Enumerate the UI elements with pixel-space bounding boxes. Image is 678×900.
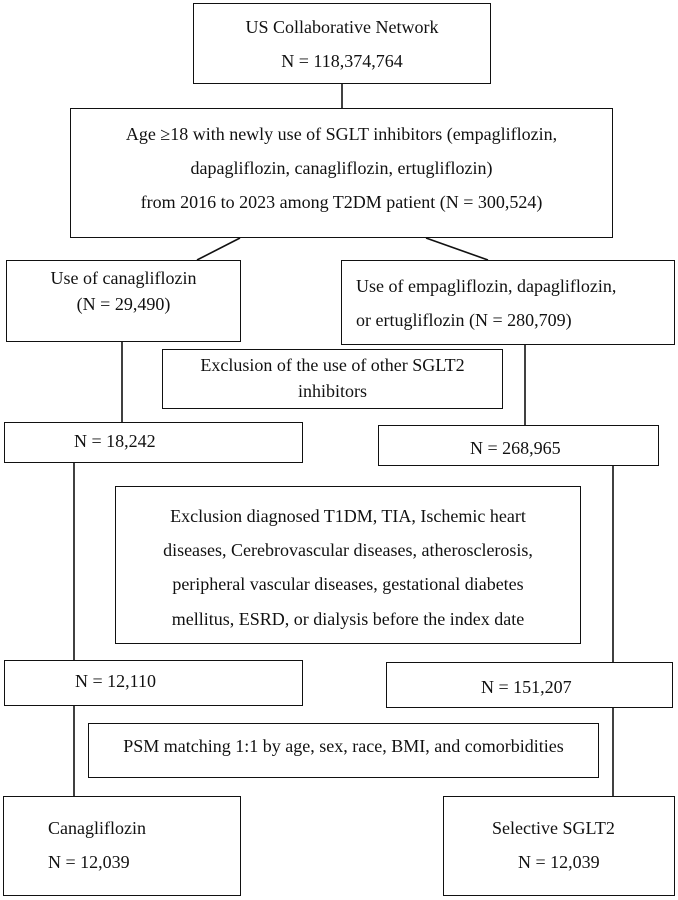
exclusion2-line-2: diseases, Cerebrovascular diseases, atherosclerosis,	[163, 540, 533, 561]
left-after2-count: N = 12,110	[75, 671, 156, 691]
network-count: N = 118,374,764	[281, 51, 403, 72]
connector-cohort-to-left	[197, 238, 240, 260]
cohort-line-2: dapagliflozin, canagliflozin, ertugliflozin)	[190, 158, 493, 179]
left-final-count: N = 12,039	[48, 852, 130, 873]
right-after-exclusion1-box	[378, 425, 659, 466]
left-start-box	[6, 260, 241, 342]
exclusion2-line-3: peripheral vascular diseases, gestational diabetes	[172, 574, 524, 595]
network-title: US Collaborative Network	[245, 17, 439, 37]
left-after-exclusion2-box	[4, 660, 303, 706]
exclusion2-line-1: Exclusion diagnosed T1DM, TIA, Ischemic heart	[170, 506, 526, 526]
right-after-exclusion2-box	[386, 662, 673, 708]
cohort-line-3: from 2016 to 2023 among T2DM patient (N = 300,524)	[140, 192, 543, 213]
right-start-line-1: Use of empagliflozin, dapagliflozin,	[356, 276, 617, 296]
psm-matching-box	[88, 723, 599, 778]
left-start-line-1: Use of canagliflozin	[50, 268, 197, 288]
right-start-box	[341, 260, 675, 345]
cohort-box	[70, 108, 613, 238]
cohort-line-1: Age ≥18 with newly use of SGLT inhibitors (empagliflozin,	[125, 124, 558, 144]
left-start-line-2: (N = 29,490)	[76, 294, 171, 315]
connector-cohort-to-right	[426, 238, 488, 260]
right-start-line-2: or ertugliflozin (N = 280,709)	[356, 310, 572, 331]
left-after1-count: N = 18,242	[74, 431, 156, 451]
exclusion-diagnoses-box	[115, 486, 581, 644]
network-box	[193, 3, 491, 84]
right-final-count: N = 12,039	[518, 852, 600, 873]
exclusion2-line-4: mellitus, ESRD, or dialysis before the index date	[171, 608, 525, 629]
left-after-exclusion1-box	[4, 422, 303, 463]
right-after2-count: N = 151,207	[481, 677, 572, 697]
left-final-label: Canagliflozin	[48, 818, 146, 838]
exclusion-other-sglt2-box	[162, 349, 503, 409]
psm-text: PSM matching 1:1 by age, sex, race, BMI, and comorbidities	[123, 736, 564, 756]
exclusion1-line-2: inhibitors	[297, 381, 367, 402]
right-after1-count: N = 268,965	[470, 438, 561, 458]
canagliflozin-final-box	[3, 796, 241, 896]
right-final-label: Selective SGLT2	[492, 818, 615, 838]
exclusion1-line-1: Exclusion of the use of other SGLT2	[200, 355, 465, 375]
selective-sglt2-final-box	[443, 796, 675, 896]
